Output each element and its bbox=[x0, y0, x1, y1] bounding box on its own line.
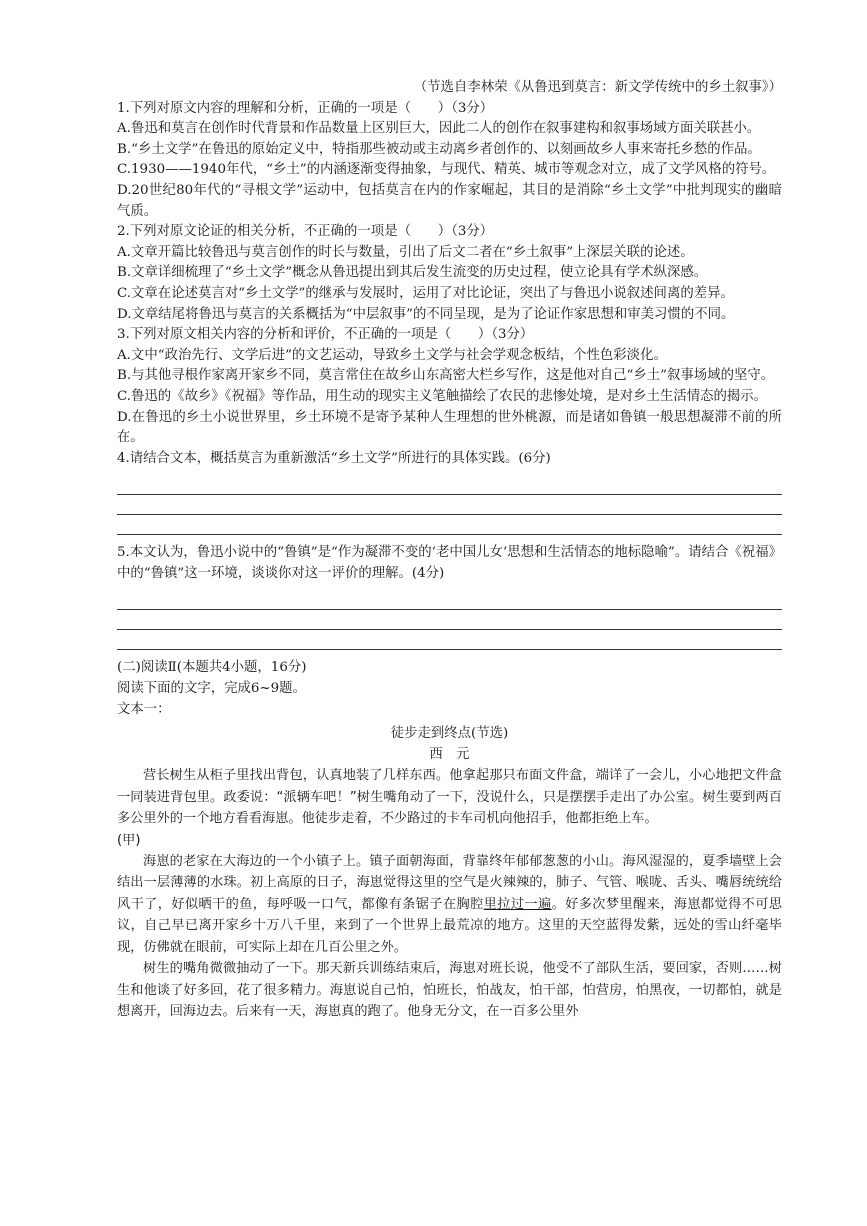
answer-line[interactable] bbox=[117, 515, 782, 535]
section-heading: (二)阅读Ⅱ(本题共4小题，16分) bbox=[117, 660, 307, 676]
answer-line[interactable] bbox=[117, 590, 782, 610]
option-c: C.文章在论述莫言对“乡土文学”的继承与发展时，运用了对比论证，突出了与鲁迅小说叙述间离的差异。 bbox=[117, 285, 734, 301]
passage-marker: (甲) bbox=[117, 832, 141, 848]
passage-paragraph: 树生的嘴角微微抽动了一下。那天新兵训练结束后，海崽对班长说，他受不了部队生活，要回家，否则……树生和他谈了好多回，花了很多精力。海崽说自己怕，怕班长，怕战友，怕干部，怕营房，怕黑夜，一切都怕，就是想离开，回海边去。后来有一天，海崽真的跑了。他身无分文，在一百多公里外 bbox=[117, 961, 782, 1019]
question-1 bbox=[117, 99, 782, 223]
passage-title: 徒步走到终点(节选) bbox=[390, 726, 509, 742]
option-c: C.1930——1940年代，“乡土”的内涵逐渐变得抽象，与现代、精英、城市等观念对立，成了文学风格的符号。 bbox=[117, 162, 776, 178]
option-b: B.与其他寻根作家离开家乡不同，莫言常住在故乡山东高密大栏乡写作，这是他对自己“乡土”叙事场域的坚守。 bbox=[117, 368, 775, 384]
source-citation: （节选自李林荣《从鲁迅到莫言：新文学传统中的乡土叙事》） bbox=[413, 80, 782, 95]
question-stem: 5.本文认为，鲁迅小说中的“鲁镇”是“作为凝滞不变的‘老中国儿女’思想和生活情态的地标隐喻”。请结合《祝福》中的“鲁镇”这一环境，谈谈你对这一评价的理解。(4分) bbox=[117, 545, 782, 581]
question-stem: 3.下列对原文相关内容的分析和评价，不正确的一项是（ ）（3分） bbox=[117, 327, 534, 343]
reading-section-2 bbox=[117, 658, 782, 1022]
question-2 bbox=[117, 222, 782, 325]
option-a: A.文中“政治先行、文学后进”的文艺运动，导致乡土文学与社会学观念板结，个性色彩淡化。 bbox=[117, 347, 667, 363]
question-stem: 4.请结合文本，概括莫言为重新激活“乡土文学”所进行的具体实践。(6分) bbox=[117, 450, 551, 466]
answer-line[interactable] bbox=[117, 610, 782, 630]
option-b: B.文章详细梳理了“乡土文学”概念从鲁迅提出到其后发生流变的历史过程，使立论具有学术纵深感。 bbox=[117, 265, 708, 281]
answer-line[interactable] bbox=[117, 495, 782, 515]
underlined-phrase: 里拉过一遍 bbox=[483, 896, 552, 912]
text-label: 文本一： bbox=[117, 701, 171, 717]
question-5 bbox=[117, 543, 782, 650]
passage-author: 西 元 bbox=[429, 746, 470, 762]
paragraph-text: 。好多次梦里醒来，海崽都觉得不可思议，自己早已离开家乡十万八千里，来到了一个世界上最荒凉的地方。这里的天空蓝得发紫，远处的雪山纤毫毕现，仿佛就在眼前，可实际上却在几百公里之外。 bbox=[117, 896, 783, 955]
answer-line[interactable] bbox=[117, 630, 782, 650]
option-a: A.鲁迅和莫言在创作时代背景和作品数量上区别巨大，因此二人的创作在叙事建构和叙事场域方面关联甚小。 bbox=[117, 121, 761, 137]
answer-area[interactable] bbox=[117, 475, 782, 535]
option-c: C.鲁迅的《故乡》《祝福》等作品，用生动的现实主义笔触描绘了农民的悲惨处境，是对乡土生活情态的揭示。 bbox=[117, 388, 768, 404]
passage-body bbox=[117, 765, 782, 1022]
question-stem: 2.下列对原文论证的相关分析，不正确的一项是（ ）（3分） bbox=[117, 224, 494, 240]
answer-line[interactable] bbox=[117, 475, 782, 495]
paragraph-text: 海崽的老家在大海边的一个小镇子上。镇子面朝海面，背靠终年郁郁葱葱的小山。海风湿湿的，夏季墙壁上会结出一层薄薄的水珠。初上高原的日子，海崽觉得这里的空气是火辣辣的，肺子、气管、喉咙、舌头、嘴唇统统给风干了，好似晒干的鱼，每呼吸一口气，都像有条锯子在胸腔 bbox=[117, 854, 782, 912]
section-instruction: 阅读下面的文字，完成6~9题。 bbox=[117, 681, 306, 697]
option-a: A.文章开篇比较鲁迅与莫言创作的时长与数量，引出了后文二者在“乡土叙事”上深层关联的论述。 bbox=[117, 244, 694, 260]
question-stem: 1.下列对原文内容的理解和分析，正确的一项是（ ）（3分） bbox=[117, 100, 494, 116]
option-d: D.在鲁迅的乡土小说世界里，乡土环境不是寄予某种人生理想的世外桃源，而是诸如鲁镇一般思想凝滞不前的所在。 bbox=[117, 409, 782, 446]
page-content bbox=[117, 78, 782, 1022]
question-4 bbox=[117, 449, 782, 536]
option-d: D.文章结尾将鲁迅与莫言的关系概括为“中层叙事”的不同呈现，是为了论证作家思想和审美习惯的不同。 bbox=[117, 306, 735, 322]
passage-paragraph bbox=[117, 851, 782, 958]
answer-area[interactable] bbox=[117, 590, 782, 650]
question-3 bbox=[117, 325, 782, 449]
passage-paragraph: 营长树生从柜子里找出背包，认真地装了几样东西。他拿起那只布面文件盒，端详了一会儿，小心地把文件盒一同装进背包里。政委说：“派辆车吧！”树生嘴角动了一下，没说什么，只是摆摆手走出了办公室。树生要到两百多公里外的一个地方看看海崽。他徒步走着，不少路过的卡车司机向他招手，他都拒绝上车。 bbox=[117, 768, 782, 827]
option-d: D.20世纪80年代的“寻根文学”运动中，包括莫言在内的作家崛起，其目的是消除“乡土文学”中批判现实的幽暗气质。 bbox=[117, 182, 782, 219]
option-b: B.“乡土文学”在鲁迅的原始定义中，特指那些被动或主动离乡者创作的、以刻画故乡人事来寄托乡愁的作品。 bbox=[117, 141, 761, 157]
